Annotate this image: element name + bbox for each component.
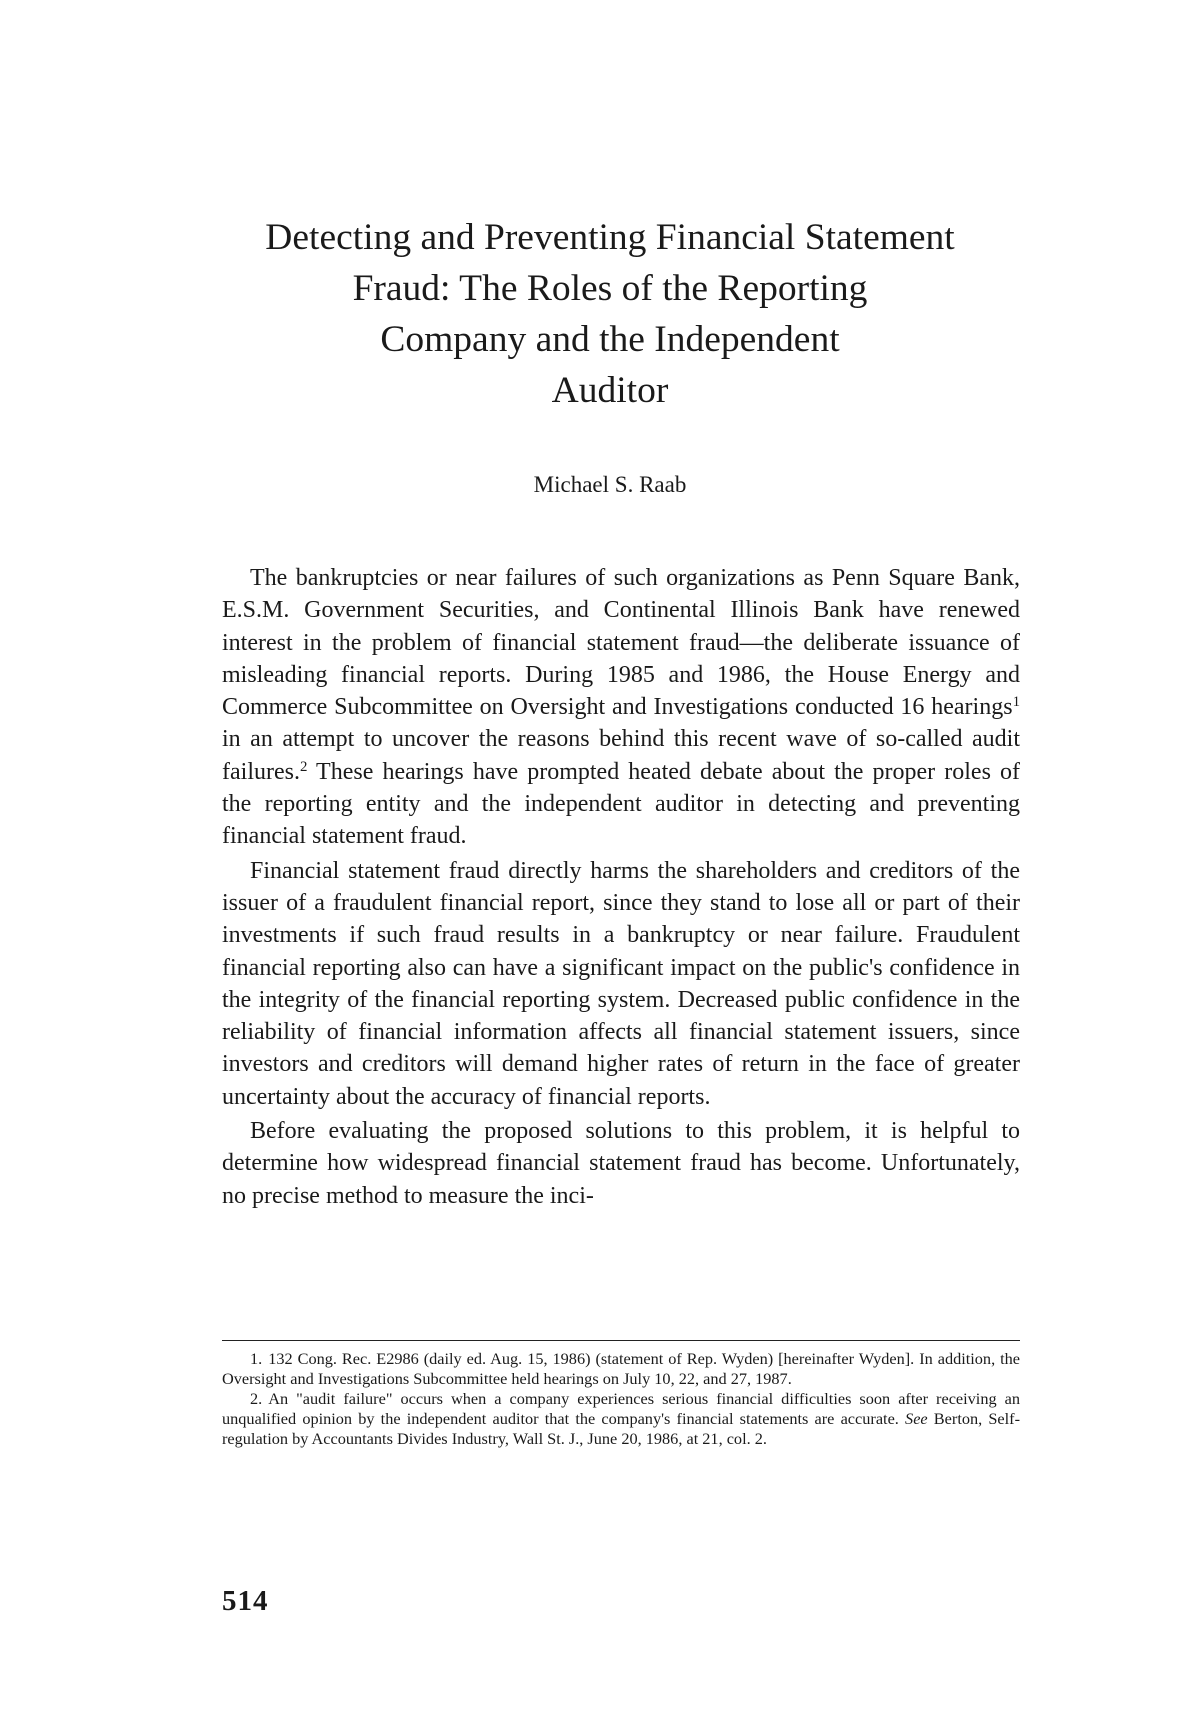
title-line-3: Company and the Independent xyxy=(380,319,840,360)
article-title xyxy=(180,212,1040,416)
footnote-1-number: 1. xyxy=(250,1349,263,1368)
paragraph-3: Before evaluating the proposed solutions to this problem, it is helpful to determine how widespread financial statement fraud has become. Unfortunately, no precise method to measure the inci- xyxy=(222,1118,1020,1209)
paragraph-1-text-b: in an attempt to uncover the reasons behind this recent wave of so-called audit failures. xyxy=(222,726,1020,785)
author-name: Michael S. Raab xyxy=(533,472,687,497)
footnote-divider xyxy=(222,1340,1020,1341)
footnote-1 xyxy=(222,1349,1020,1389)
footnote-2-number: 2. xyxy=(250,1389,263,1408)
footnotes xyxy=(222,1349,1020,1449)
title-line-4: Auditor xyxy=(551,370,669,411)
title-line-1: Detecting and Preventing Financial Statement xyxy=(265,217,955,258)
title-line-2: Fraud: The Roles of the Reporting xyxy=(352,268,868,309)
footnote-2 xyxy=(222,1389,1020,1449)
page-number: 514 xyxy=(222,1585,269,1617)
footnote-ref-2[interactable]: 2 xyxy=(299,758,308,775)
footnote-2-text-a: An "audit failure" occurs when a company experiences serious financial difficulties soon after receiving an unqualified opinion by the independent auditor that the company's financial statements are accurate. xyxy=(222,1389,1020,1428)
paragraph-1-text-c: These hearings have prompted heated debate about the proper roles of the reporting entity and the independent auditor in detecting and preventing financial statement fraud. xyxy=(222,758,1020,850)
paragraph-2: Financial statement fraud directly harms the shareholders and creditors of the issuer of a fraudulent financial report, since they stand to lose all or part of their investments if such fraud results in a bankruptcy or near failure. Fraudulent financial reporting also can have a significant impact on the public's confidence in the integrity of the financial reporting system. Decreased public confidence in the reliability of financial information affects all financial statement issuers, since investors and creditors will demand higher rates of return in the face of greater uncertainty about the accuracy of financial reports. xyxy=(222,857,1020,1110)
article-body xyxy=(222,562,1020,1214)
footnote-1-text: 132 Cong. Rec. E2986 (daily ed. Aug. 15, 1986) (statement of Rep. Wyden) [hereinafter Wyden]. In addition, the Oversight and Investigations Subcommittee held hearings on July 10, 22, and 27, 1987. xyxy=(222,1349,1020,1388)
paragraph-1-text-a: The bankruptcies or near failures of such organizations as Penn Square Bank, E.S.M. Government Securities, and Continental Illinois Bank have renewed interest in the problem of financial statement fraud—the deliberate issuance of misleading financial reports. During 1985 and 1986, the House Energy and Commerce Subcommittee on Oversight and Investigations conducted 16 hearings xyxy=(222,565,1020,721)
paragraph-1 xyxy=(222,562,1020,853)
footnote-2-text-b: Berton, Self-regulation by Accountants Divides Industry, Wall St. J., June 20, 1986, at 21, col. 2. xyxy=(222,1409,1021,1448)
footnote-ref-1[interactable]: 1 xyxy=(1012,694,1020,711)
footnote-2-signal: See xyxy=(905,1409,928,1428)
